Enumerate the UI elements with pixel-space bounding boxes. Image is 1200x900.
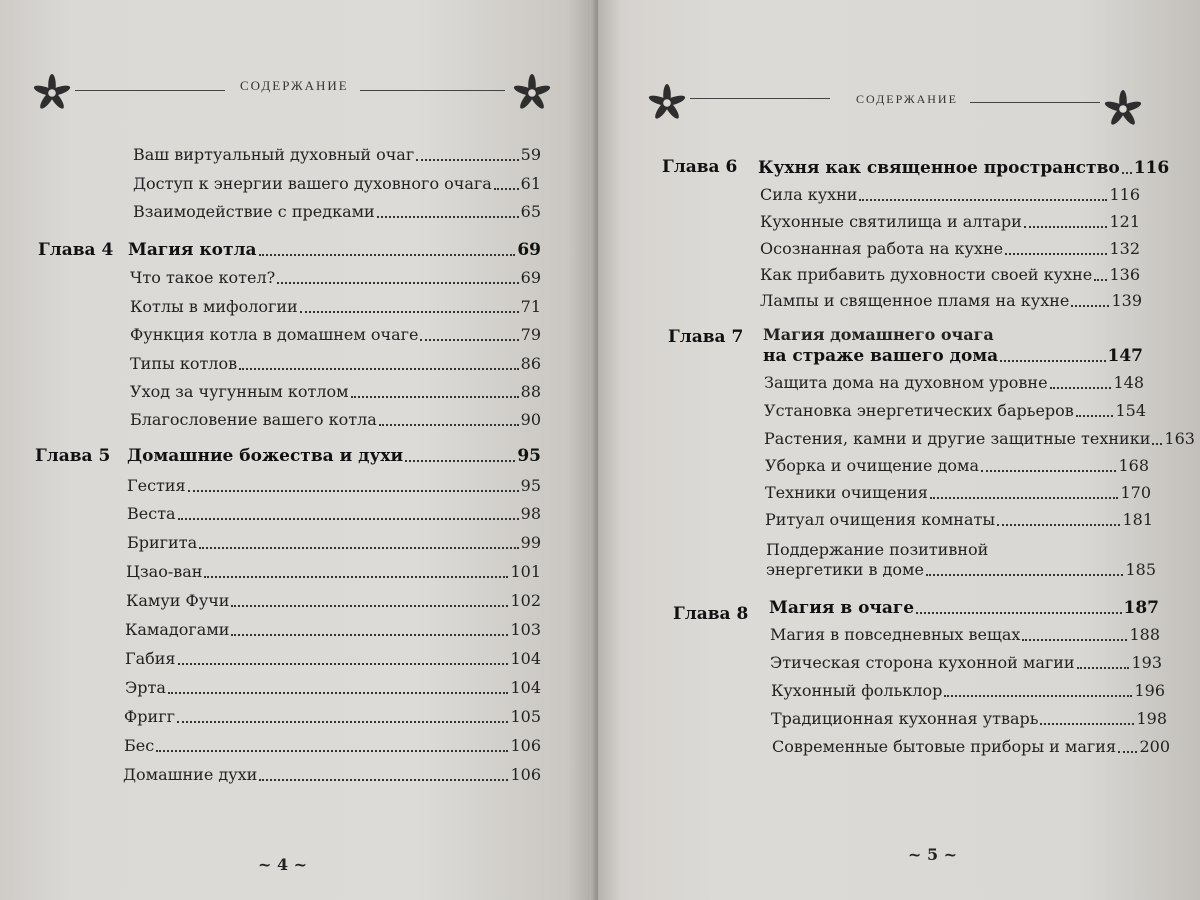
toc-entry xyxy=(130,410,541,430)
entry-title: Габия xyxy=(125,649,176,668)
toc-entry xyxy=(765,483,1151,503)
toc-entry xyxy=(125,620,541,640)
entry-title: Ваш виртуальный духовный очаг xyxy=(133,145,415,164)
page-number: ~ 4 ~ xyxy=(258,855,308,874)
page-header: СОДЕРЖАНИЕ xyxy=(856,92,958,106)
toc-entry xyxy=(760,212,1140,232)
entry-page: 95 xyxy=(520,476,541,495)
entry-page: 79 xyxy=(520,325,541,344)
entry-page: 170 xyxy=(1120,483,1151,502)
chapter-page: 187 xyxy=(1123,598,1159,618)
entry-page: 154 xyxy=(1115,401,1146,420)
entry-page: 59 xyxy=(520,145,541,164)
toc-entry xyxy=(126,591,541,611)
toc-entry xyxy=(760,291,1142,311)
entry-title-line1: Поддержание позитивной xyxy=(766,540,989,559)
entry-page: 104 xyxy=(510,649,541,668)
entry-title: Что такое котел? xyxy=(130,268,276,287)
entry-title: Взаимодействие с предками xyxy=(133,202,375,221)
entry-title: Магия в повседневных вещах xyxy=(770,625,1021,644)
header-rule-right xyxy=(360,90,505,91)
entry-page: 121 xyxy=(1109,212,1140,231)
toc-entry xyxy=(772,737,1170,757)
chapter-label: Глава 8 xyxy=(673,604,749,624)
entry-page: 196 xyxy=(1134,681,1165,700)
entry-title: Этическая сторона кухонной магии xyxy=(770,653,1075,672)
entry-page: 148 xyxy=(1113,373,1144,392)
chapter-label: Глава 7 xyxy=(668,327,744,347)
entry-page: 71 xyxy=(520,297,541,316)
chapter-title-line1: Магия домашнего очага xyxy=(763,325,994,344)
toc-entry xyxy=(765,456,1149,476)
toc-entry xyxy=(133,202,541,222)
entry-title: Техники очищения xyxy=(765,483,928,502)
entry-title: Цзао-ван xyxy=(126,562,203,581)
chapter-label: Глава 4 xyxy=(38,240,114,260)
toc-entry xyxy=(133,145,541,165)
left-page xyxy=(0,0,598,900)
entry-title: Доступ к энергии вашего духовного очага xyxy=(133,174,492,193)
entry-title: Сила кухни xyxy=(760,185,858,204)
entry-page: 136 xyxy=(1109,265,1140,284)
entry-page: 90 xyxy=(520,410,541,429)
header-rule-left xyxy=(75,90,225,91)
chapter-label: Глава 5 xyxy=(35,446,111,466)
entry-page: 101 xyxy=(510,562,541,581)
toc-entry xyxy=(764,401,1146,421)
header-rule-right xyxy=(970,102,1100,103)
toc-entry xyxy=(127,504,541,524)
entry-page: 98 xyxy=(520,504,541,523)
entry-title: Кухонный фольклор xyxy=(771,681,943,700)
entry-page: 132 xyxy=(1109,239,1140,258)
chapter-title: Магия в очаге xyxy=(769,598,915,618)
toc-entry xyxy=(127,533,541,553)
flower-ornament-icon xyxy=(513,74,551,112)
toc-entry xyxy=(770,625,1160,645)
entry-page: 116 xyxy=(1109,185,1140,204)
entry-title: Как прибавить духовности своей кухне xyxy=(760,265,1093,284)
right-page xyxy=(598,0,1200,900)
chapter-title-row xyxy=(127,446,541,466)
toc-entry xyxy=(760,265,1140,285)
chapter-title-row xyxy=(128,240,541,260)
toc-entry xyxy=(125,649,541,669)
chapter-title-row xyxy=(763,346,1143,366)
toc-entry xyxy=(766,560,1156,580)
entry-title: Домашние духи xyxy=(123,765,258,784)
toc-entry xyxy=(123,765,541,785)
chapter-page: 69 xyxy=(517,240,541,260)
toc-entry xyxy=(130,268,541,288)
entry-title: Функция котла в домашнем очаге xyxy=(130,325,419,344)
toc-entry xyxy=(760,239,1140,259)
entry-page: 88 xyxy=(520,382,541,401)
entry-title-line2: энергетики в доме xyxy=(766,560,924,579)
entry-page: 103 xyxy=(510,620,541,639)
entry-title: Уход за чугунным котлом xyxy=(130,382,349,401)
entry-page: 163 xyxy=(1164,429,1195,448)
toc-entry xyxy=(765,510,1153,530)
toc-entry xyxy=(124,736,541,756)
entry-title: Эрта xyxy=(125,678,166,697)
entry-page: 185 xyxy=(1125,560,1156,579)
entry-title: Камадогами xyxy=(125,620,230,639)
entry-title: Уборка и очищение дома xyxy=(765,456,980,475)
entry-title: Современные бытовые приборы и магия xyxy=(772,737,1117,756)
toc-entry xyxy=(125,678,541,698)
toc-entry xyxy=(130,325,541,345)
toc-entry xyxy=(124,707,541,727)
entry-page: 86 xyxy=(520,354,541,373)
entry-title: Традиционная кухонная утварь xyxy=(771,709,1039,728)
entry-page: 105 xyxy=(510,707,541,726)
entry-title: Защита дома на духовном уровне xyxy=(764,373,1048,392)
entry-title: Благословение вашего котла xyxy=(130,410,377,429)
entry-page: 193 xyxy=(1131,653,1162,672)
entry-title: Котлы в мифологии xyxy=(130,297,298,316)
entry-page: 168 xyxy=(1118,456,1149,475)
chapter-label: Глава 6 xyxy=(662,157,738,177)
entry-page: 139 xyxy=(1111,291,1142,310)
header-rule-left xyxy=(690,98,830,99)
flower-ornament-icon xyxy=(1104,90,1142,128)
chapter-page: 147 xyxy=(1107,346,1143,366)
entry-title: Типы котлов xyxy=(130,354,238,373)
entry-title: Фригг xyxy=(124,707,175,726)
toc-entry xyxy=(771,709,1167,729)
entry-page: 106 xyxy=(510,736,541,755)
chapter-title: Кухня как священное пространство xyxy=(758,158,1120,178)
toc-entry xyxy=(127,476,541,496)
entry-page: 65 xyxy=(520,202,541,221)
entry-page: 99 xyxy=(520,533,541,552)
toc-entry xyxy=(130,297,541,317)
toc-entry xyxy=(130,382,541,402)
entry-title: Установка энергетических барьеров xyxy=(764,401,1074,420)
chapter-page: 116 xyxy=(1133,158,1170,178)
entry-page: 61 xyxy=(520,174,541,193)
toc-entry xyxy=(126,562,541,582)
page-header: СОДЕРЖАНИЕ xyxy=(240,78,349,93)
entry-title: Бригита xyxy=(127,533,198,552)
chapter-title-line2: на страже вашего дома xyxy=(763,346,999,366)
toc-entry xyxy=(770,653,1162,673)
toc-entry xyxy=(764,373,1144,393)
chapter-title: Домашние божества и духи xyxy=(127,446,404,466)
flower-ornament-icon xyxy=(33,74,71,112)
chapter-page: 95 xyxy=(517,446,541,466)
toc-entry xyxy=(771,681,1165,701)
entry-page: 104 xyxy=(510,678,541,697)
entry-title: Кухонные святилища и алтари xyxy=(760,212,1022,231)
entry-page: 188 xyxy=(1129,625,1160,644)
toc-entry xyxy=(760,185,1140,205)
entry-title: Осознанная работа на кухне xyxy=(760,239,1004,258)
entry-title: Камуи Фучи xyxy=(126,591,230,610)
toc-entry xyxy=(130,354,541,374)
entry-page: 106 xyxy=(510,765,541,784)
entry-page: 200 xyxy=(1139,737,1170,756)
page-number: ~ 5 ~ xyxy=(908,845,958,864)
chapter-title-row xyxy=(758,158,1170,178)
entry-page: 198 xyxy=(1136,709,1167,728)
chapter-title-row xyxy=(769,598,1159,618)
entry-title: Ритуал очищения комнаты xyxy=(765,510,996,529)
entry-title: Лампы и священное пламя на кухне xyxy=(760,291,1070,310)
entry-page: 69 xyxy=(520,268,541,287)
flower-ornament-icon xyxy=(648,84,686,122)
entry-page: 181 xyxy=(1122,510,1153,529)
entry-title: Бес xyxy=(124,736,155,755)
chapter-title: Магия котла xyxy=(128,240,257,260)
entry-title: Гестия xyxy=(127,476,186,495)
toc-entry xyxy=(764,429,1195,449)
entry-page: 102 xyxy=(510,591,541,610)
entry-title: Веста xyxy=(127,504,176,523)
toc-entry xyxy=(133,174,541,194)
entry-title: Растения, камни и другие защитные техники xyxy=(764,429,1151,448)
